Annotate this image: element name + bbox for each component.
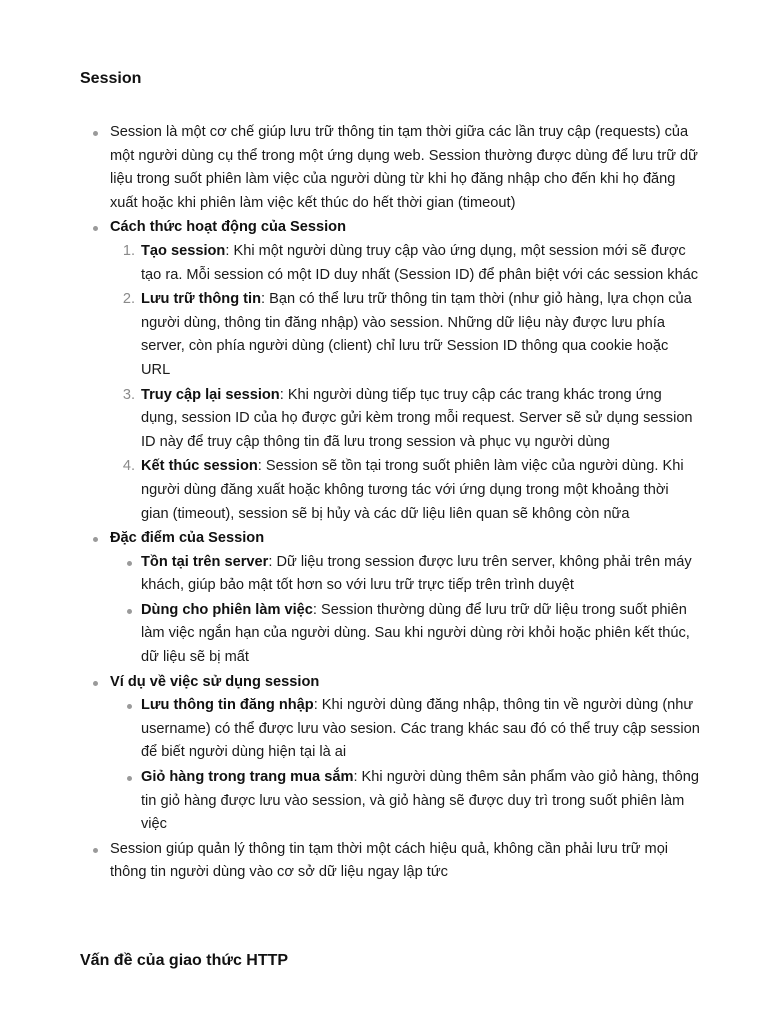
step-item: [110, 455, 700, 526]
bullet-icon: [93, 681, 98, 686]
list-item-summary: [80, 838, 700, 885]
example-item: [110, 694, 700, 765]
feature-text: : Session thường dùng để lưu trữ dữ liệu trong suốt phiên làm việc ngắn hạn của người dùng. Sau khi người dùng rời khỏi hoặc phiên kết thúc, dữ liệu sẽ bị mất: [141, 601, 690, 666]
example-item: [110, 766, 700, 837]
features-list: [110, 551, 700, 670]
step-item: [110, 240, 700, 287]
step-item: [110, 288, 700, 382]
step-term: Truy cập lại session: [141, 386, 280, 403]
feature-item: [110, 599, 700, 670]
bullet-icon: [93, 848, 98, 853]
step-text: : Khi một người dùng truy cập vào ứng dụng, một session mới sẽ được tạo ra. Mỗi session có một ID duy nhất (Session ID) để phân biệt với các session khác: [141, 242, 699, 283]
step-text: : Bạn có thể lưu trữ thông tin tạm thời (như giỏ hàng, lựa chọn của người dùng, thông tin đăng nhập) vào session. Những dữ liệu này được lưu phía server, còn phía người dùng (client) chỉ lưu trữ Session ID thông qua cookie hoặc URL: [141, 291, 692, 378]
feature-item: [110, 551, 700, 598]
list-item-intro: [80, 121, 700, 215]
bullet-icon: [93, 226, 98, 231]
examples-title: Ví dụ về việc sử dụng session: [110, 673, 320, 690]
step-term: Tạo session: [141, 242, 226, 259]
examples-list: [110, 694, 700, 837]
bullet-icon: [127, 561, 132, 566]
step-number: 4.: [122, 458, 135, 475]
feature-term: Dùng cho phiên làm việc: [141, 601, 313, 618]
step-term: Lưu trữ thông tin: [141, 291, 262, 308]
section-heading-session: Session: [80, 70, 142, 87]
bullet-icon: [93, 131, 98, 136]
example-text: : Khi người dùng thêm sản phẩm vào giỏ hàng, thông tin giỏ hàng được lưu vào session, và giỏ hàng sẽ được duy trì trong suốt phiên làm việc: [141, 769, 699, 833]
list-item-how: [80, 216, 700, 526]
step-text: : Session sẽ tồn tại trong suốt phiên làm việc của người dùng. Khi người dùng đăng xuất hoặc không tương tác với ứng dụng trong một khoảng thời gian (timeout), session sẽ bị hủy và các dữ liệu liên quan sẽ không còn nữa: [141, 458, 684, 522]
how-title: Cách thức hoạt động của Session: [110, 219, 346, 236]
step-number: 3.: [122, 386, 135, 403]
summary-text: Session giúp quản lý thông tin tạm thời một cách hiệu quả, không cần phải lưu trữ mọi thông tin người dùng vào cơ sở dữ liệu ngay lập tức: [110, 840, 669, 881]
example-term: Lưu thông tin đăng nhập: [141, 697, 314, 714]
step-text: : Khi người dùng tiếp tục truy cập các trang khác trong ứng dụng, session ID của họ được gửi kèm trong mỗi request. Server sẽ sử dụng session ID này để truy cập thông tin đã lưu trong session và phục vụ người dùng: [141, 386, 693, 450]
bullet-icon: [127, 609, 132, 614]
step-number: 1.: [122, 242, 135, 259]
example-term: Giỏ hàng trong trang mua sắm: [141, 769, 354, 786]
intro-text: Session là một cơ chế giúp lưu trữ thông tin tạm thời giữa các lần truy cập (requests) của một người dùng cụ thể trong một ứng dụng web. Session thường được dùng để lưu trữ dữ liệu trong suốt phiên làm việc của người dùng từ khi họ đăng nhập cho đến khi họ đăng xuất hoặc khi phiên làm việc kết thúc do hết thời gian (timeout): [110, 124, 698, 211]
step-item: [110, 384, 700, 455]
bullet-icon: [127, 704, 132, 709]
step-term: Kết thúc session: [141, 458, 258, 475]
session-bullet-list: [80, 121, 700, 886]
feature-term: Tồn tại trên server: [141, 553, 269, 570]
how-steps-list: [110, 240, 700, 526]
step-number: 2.: [122, 291, 135, 308]
bullet-icon: [127, 776, 132, 781]
example-text: : Khi người dùng đăng nhập, thông tin về người dùng (như username) có thể được lưu vào sesion. Các trang khác sau đó có thể truy cập session để biết người dùng hiện tại là ai: [141, 697, 700, 761]
list-item-features: [80, 527, 700, 670]
list-item-examples: [80, 671, 700, 837]
bullet-icon: [93, 537, 98, 542]
feature-text: : Dữ liệu trong session được lưu trên server, không phải trên máy khách, giúp bảo mật tốt hơn so với lưu trữ trực tiếp trên trình duyệt: [141, 553, 692, 594]
features-title: Đặc điểm của Session: [110, 530, 265, 547]
section-heading-http: Vấn đề của giao thức HTTP: [80, 952, 289, 969]
